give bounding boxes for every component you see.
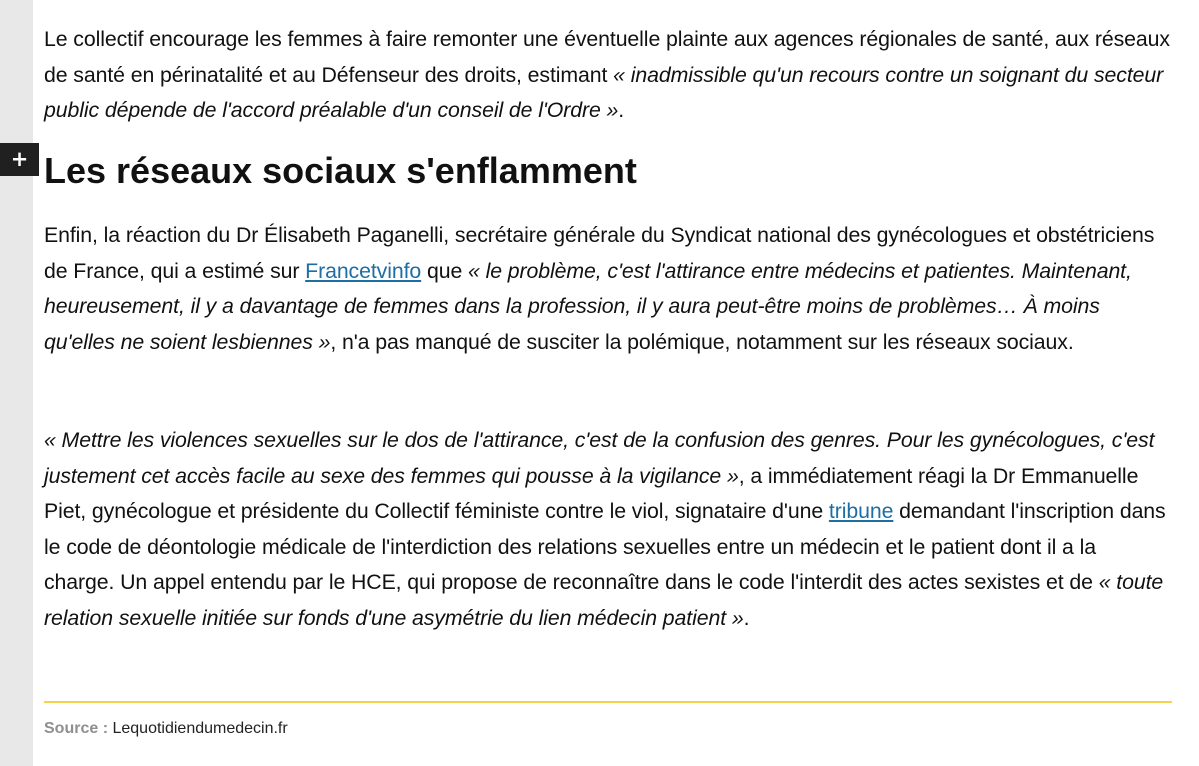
paragraph-piet (44, 423, 1172, 636)
inline-quote: « le problème, c'est l'attirance entre médecins et patientes. Maintenant, heureusement, il y a davantage de femmes dans la profession, il y aura peut-être moins de problèmes… À moins qu'elles ne soient lesbiennes » (44, 258, 1132, 354)
francetvinfo-link[interactable]: Francetvinfo (305, 258, 422, 283)
paragraph-text: Enfin, la réaction du Dr Élisabeth Paganelli, secrétaire générale du Syndicat national des gynécologues et obstétriciens de France, qui a estimé sur (44, 223, 1155, 283)
expand-plus-button[interactable]: + (0, 143, 39, 176)
source-divider (44, 701, 1172, 703)
paragraph-paganelli (44, 218, 1172, 360)
paragraph-collectif (44, 22, 1172, 129)
inline-quote: « inadmissible qu'un recours contre un soignant du secteur public dépende de l'accord préalable d'un conseil de l'Ordre » (44, 62, 1164, 122)
source-value: Lequotidiendumedecin.fr (112, 720, 288, 737)
paragraph-text: . (618, 98, 625, 122)
paragraph-text: . (743, 605, 750, 630)
paragraph-text: , n'a pas manqué de susciter la polémique, notamment sur les réseaux sociaux. (330, 329, 1074, 354)
inline-quote: « Mettre les violences sexuelles sur le dos de l'attirance, c'est de la confusion des genres. Pour les gynécologues, c'est justement cet accès facile au sexe des femmes qui pousse à la vigilance » (44, 428, 1155, 488)
source-label: Source : (44, 720, 109, 737)
paragraph-text: que (421, 258, 469, 283)
source-line (44, 718, 288, 740)
inline-quote: « toute relation sexuelle initiée sur fonds d'une asymétrie du lien médecin patient » (44, 570, 1164, 630)
paragraph-text: Le collectif encourage les femmes à faire remonter une éventuelle plainte aux agences régionales de santé, aux réseaux de santé en périnatalité et au Défenseur des droits, estimant (44, 27, 1170, 87)
left-margin-strip (0, 0, 33, 766)
paragraph-text: , a immédiatement réagi la Dr Emmanuelle Piet, gynécologue et présidente du Collectif féministe contre le viol, signataire d'une (44, 463, 1139, 523)
paragraph-text: demandant l'inscription dans le code de déontologie médicale de l'interdiction des relations sexuelles entre un médecin et le patient dont il a la charge. Un appel entendu par le HCE, qui propose de reconnaître dans le code l'interdit des actes sexistes et de (44, 499, 1166, 594)
section-heading: Les réseaux sociaux s'enflamment (44, 150, 637, 191)
tribune-link[interactable]: tribune (828, 499, 894, 523)
